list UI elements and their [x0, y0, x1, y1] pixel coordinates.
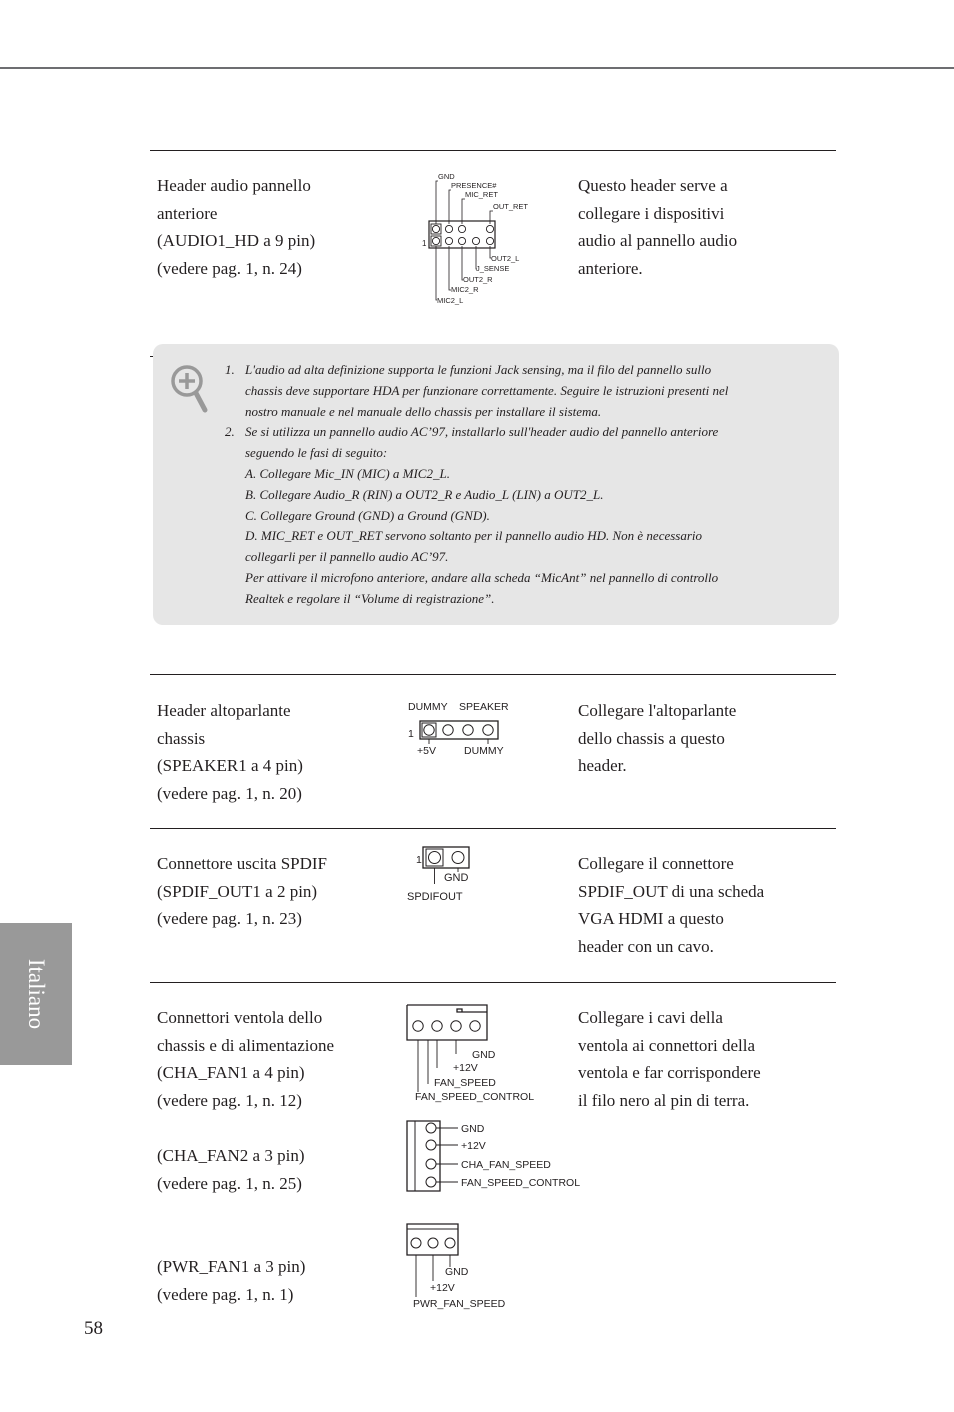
- pin-label: MIC2_L: [437, 296, 464, 305]
- note-line: B. Collegare Audio_R (RIN) a OUT2_R e Audio_L (LIN) a OUT2_L.: [245, 486, 604, 502]
- note-item-number: 1.: [225, 362, 235, 377]
- text-line: ventola e far corrispondere: [578, 1063, 761, 1083]
- top-rule: [0, 67, 954, 69]
- text-line: anteriore: [157, 203, 218, 223]
- cha-fan2-description: [157, 1142, 304, 1197]
- pin-label: J_SENSE: [476, 264, 510, 273]
- text-line: (vedere pag. 1, n. 23): [157, 909, 302, 929]
- pin-label: +5V: [417, 745, 436, 757]
- text-line: chassis: [157, 728, 206, 748]
- note-item: [225, 360, 825, 422]
- page-number: 58: [84, 1318, 103, 1339]
- text-line: Connettore uscita SPDIF: [157, 854, 327, 873]
- section-divider: [150, 982, 836, 983]
- text-line: (SPEAKER1 a 4 pin): [157, 756, 303, 776]
- note-text: [225, 360, 825, 610]
- text-line: Connettori ventola dello: [157, 1008, 323, 1027]
- text-line: Header altoparlante: [157, 701, 291, 720]
- text-line: collegare i dispositivi: [578, 203, 725, 223]
- pin-label: GND: [472, 1049, 496, 1061]
- language-label: Italiano: [24, 958, 49, 1030]
- text-line: (vedere pag. 1, n. 20): [157, 784, 302, 804]
- pin-label: SPEAKER: [459, 701, 509, 713]
- pin-label: DUMMY: [408, 701, 448, 713]
- note-line: C. Collegare Ground (GND) a Ground (GND).: [245, 507, 490, 523]
- note-line: D. MIC_RET e OUT_RET servono soltanto per il pannello audio HD. Non è necessario: [245, 528, 703, 544]
- pin-label: OUT2_R: [463, 275, 493, 284]
- pin-label: FAN_SPEED: [434, 1077, 496, 1089]
- pin-label: +12V: [461, 1140, 486, 1152]
- text-line: Header audio pannello: [157, 176, 311, 195]
- pin-one-label: 1: [408, 728, 414, 740]
- text-line: (CHA_FAN1 a 4 pin): [157, 1063, 305, 1083]
- pin-label: MIC_RET: [465, 190, 498, 199]
- language-side-tab: [0, 923, 72, 1065]
- text-line: ventola ai connettori della: [578, 1035, 756, 1055]
- note-line: Realtek e regolare il “Volume di registrazione”.: [245, 590, 495, 606]
- text-line: (SPDIF_OUT1 a 2 pin): [157, 881, 318, 901]
- pin-label: DUMMY: [464, 745, 504, 757]
- text-line: anteriore.: [578, 259, 643, 279]
- pin-label: PWR_FAN_SPEED: [413, 1298, 506, 1310]
- speaker-header-instructions: [578, 697, 736, 780]
- audio-header-pin-diagram: [415, 168, 545, 308]
- note-line: seguendo le fasi di seguito:: [245, 445, 388, 461]
- audio-header-description: [157, 172, 315, 283]
- text-line: (vedere pag. 1, n. 1): [157, 1284, 294, 1304]
- section-divider: [150, 674, 836, 675]
- pin-one-label: 1: [416, 854, 422, 866]
- note-line: nostro manuale e nel manuale dello chassis per installare il sistema.: [245, 403, 602, 419]
- note-line: L'audio ad alta definizione supporta le funzioni Jack sensing, ma il filo del pannello sullo: [245, 362, 712, 377]
- pin-label: +12V: [430, 1282, 455, 1294]
- text-line: Questo header serve a: [578, 176, 728, 195]
- pwr-fan1-description: [157, 1253, 305, 1308]
- note-line: Se si utilizza un pannello audio AC’97, installarlo sull'header audio del pannello anteriore: [245, 424, 719, 440]
- speaker-header-description: [157, 697, 303, 808]
- text-line: dello chassis a questo: [578, 728, 725, 748]
- pin-label: OUT_RET: [493, 202, 529, 211]
- spdif-connector-instructions: [578, 850, 764, 961]
- text-line: (CHA_FAN2 a 3 pin): [157, 1146, 305, 1165]
- text-line: (vedere pag. 1, n. 24): [157, 259, 302, 279]
- spdif-pin-diagram: [400, 843, 500, 907]
- pin-label: GND: [438, 172, 455, 181]
- text-line: header.: [578, 756, 627, 776]
- text-line: header con un cavo.: [578, 937, 714, 957]
- pin-label: GND: [444, 872, 469, 884]
- text-line: (PWR_FAN1 a 3 pin): [157, 1257, 306, 1276]
- text-line: audio al pannello audio: [578, 231, 738, 251]
- fan-connectors-instructions: [578, 1004, 761, 1115]
- magnifier-plus-icon: [168, 362, 210, 414]
- text-line: VGA HDMI a questo: [578, 909, 724, 929]
- section-divider: [150, 828, 836, 829]
- note-item: [225, 422, 825, 609]
- text-line: SPDIF_OUT di una scheda: [578, 881, 765, 901]
- pin-label: GND: [445, 1266, 469, 1278]
- text-line: (vedere pag. 1, n. 25): [157, 1173, 302, 1193]
- note-line: chassis deve supportare HDA per funzionare correttamente. Seguire le istruzioni presenti nel: [245, 382, 729, 398]
- audio-header-instructions: [578, 172, 737, 283]
- cha-fan1-pin-diagram: [400, 998, 570, 1108]
- text-line: (vedere pag. 1, n. 12): [157, 1091, 302, 1111]
- pin-label: SPDIFOUT: [407, 891, 463, 903]
- pin-label: +12V: [453, 1062, 478, 1074]
- pin-label: MIC2_R: [451, 285, 479, 294]
- pin-label: GND: [461, 1123, 485, 1135]
- pin-label: FAN_SPEED_CONTROL: [461, 1177, 581, 1189]
- pin-label: CHA_FAN_SPEED: [461, 1159, 551, 1171]
- fan-connectors-description: [157, 1004, 334, 1115]
- pwr-fan1-pin-diagram: [400, 1218, 540, 1314]
- pin-label: PRESENCE#: [451, 181, 497, 190]
- note-line: collegarli per il pannello audio AC’97.: [245, 549, 449, 565]
- text-line: chassis e di alimentazione: [157, 1035, 335, 1055]
- text-line: Collegare i cavi della: [578, 1008, 723, 1027]
- note-line: A. Collegare Mic_IN (MIC) a MIC2_L.: [245, 465, 450, 481]
- text-line: Collegare il connettore: [578, 854, 734, 873]
- speaker-header-pin-diagram: [400, 696, 530, 760]
- cha-fan2-pin-diagram: [400, 1116, 605, 1196]
- spdif-connector-description: [157, 850, 327, 933]
- pin-label: FAN_SPEED_CONTROL: [415, 1091, 535, 1103]
- note-line: Per attivare il microfono anteriore, andare alla scheda “MicAnt” nel pannello di controllo: [245, 569, 719, 585]
- section-divider: [150, 150, 836, 151]
- note-item-number: 2.: [225, 424, 235, 440]
- pin-one-label: 1: [422, 239, 427, 248]
- text-line: Collegare l'altoparlante: [578, 701, 737, 720]
- pin-label: OUT2_L: [491, 254, 520, 263]
- text-line: (AUDIO1_HD a 9 pin): [157, 231, 316, 251]
- text-line: il filo nero al pin di terra.: [578, 1091, 750, 1111]
